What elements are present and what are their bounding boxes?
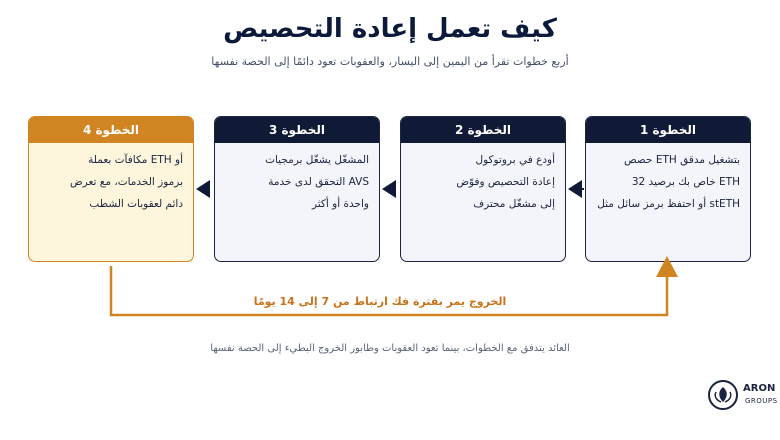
arrow-step2-to-step3 <box>382 180 396 198</box>
step-4-line-2: برموز الخدمات، مع تعرض <box>69 176 183 188</box>
step-3-line-3: واحدة أو أكثر <box>311 198 369 210</box>
step-4-line-3: دائم لعقوبات الشطب <box>89 198 183 210</box>
step-1-line-3: stETH أو احتفظ برمز سائل مثل <box>597 198 740 210</box>
step-3-line-2: AVS التحقق لدى خدمة <box>268 176 369 188</box>
page-title: كيف تعمل إعادة التحصيص <box>223 14 557 44</box>
logo-subtitle: GROUPS <box>745 397 778 405</box>
brand-logo <box>708 380 778 414</box>
leaf-logo-icon <box>708 380 738 410</box>
step-header-1: الخطوة 1 <box>586 117 750 143</box>
footnote: العائد يتدفق مع الخطوات، بينما تعود العقوبات وطابور الخروج البطيء إلى الحصة نفسها <box>210 343 570 354</box>
step-1-line-1: بتشغيل مدقق ETH حصص <box>624 154 740 166</box>
step-3-line-1: المشغّل يشغّل برمجيات <box>265 154 369 166</box>
exit-period-label: الخروج يمر بفترة فك ارتباط من 7 إلى 14 يومًا <box>253 295 507 308</box>
step-4-line-1: أو ETH مكافآت بعملة <box>88 154 183 166</box>
step-header-2: الخطوة 2 <box>401 117 565 143</box>
step-header-3: الخطوة 3 <box>215 117 379 143</box>
step-1-line-2: ETH خاص بك برصيد 32 <box>631 176 740 188</box>
step-2-line-1: أودع في بروتوكول <box>475 154 555 166</box>
page-subtitle: أربع خطوات تقرأ من اليمين إلى اليسار، والعقوبات تعود دائمًا إلى الحصة نفسها <box>211 55 569 68</box>
arrow-step3-to-step4 <box>196 180 210 198</box>
logo-name: ARON <box>743 383 776 394</box>
step-header-4: الخطوة 4 <box>29 117 193 143</box>
arrow-step1-to-step2 <box>568 180 584 198</box>
step-2-line-3: إلى مشغّل محترف <box>473 198 555 210</box>
step-2-line-2: إعادة التحصيص وفوّض <box>456 176 555 188</box>
